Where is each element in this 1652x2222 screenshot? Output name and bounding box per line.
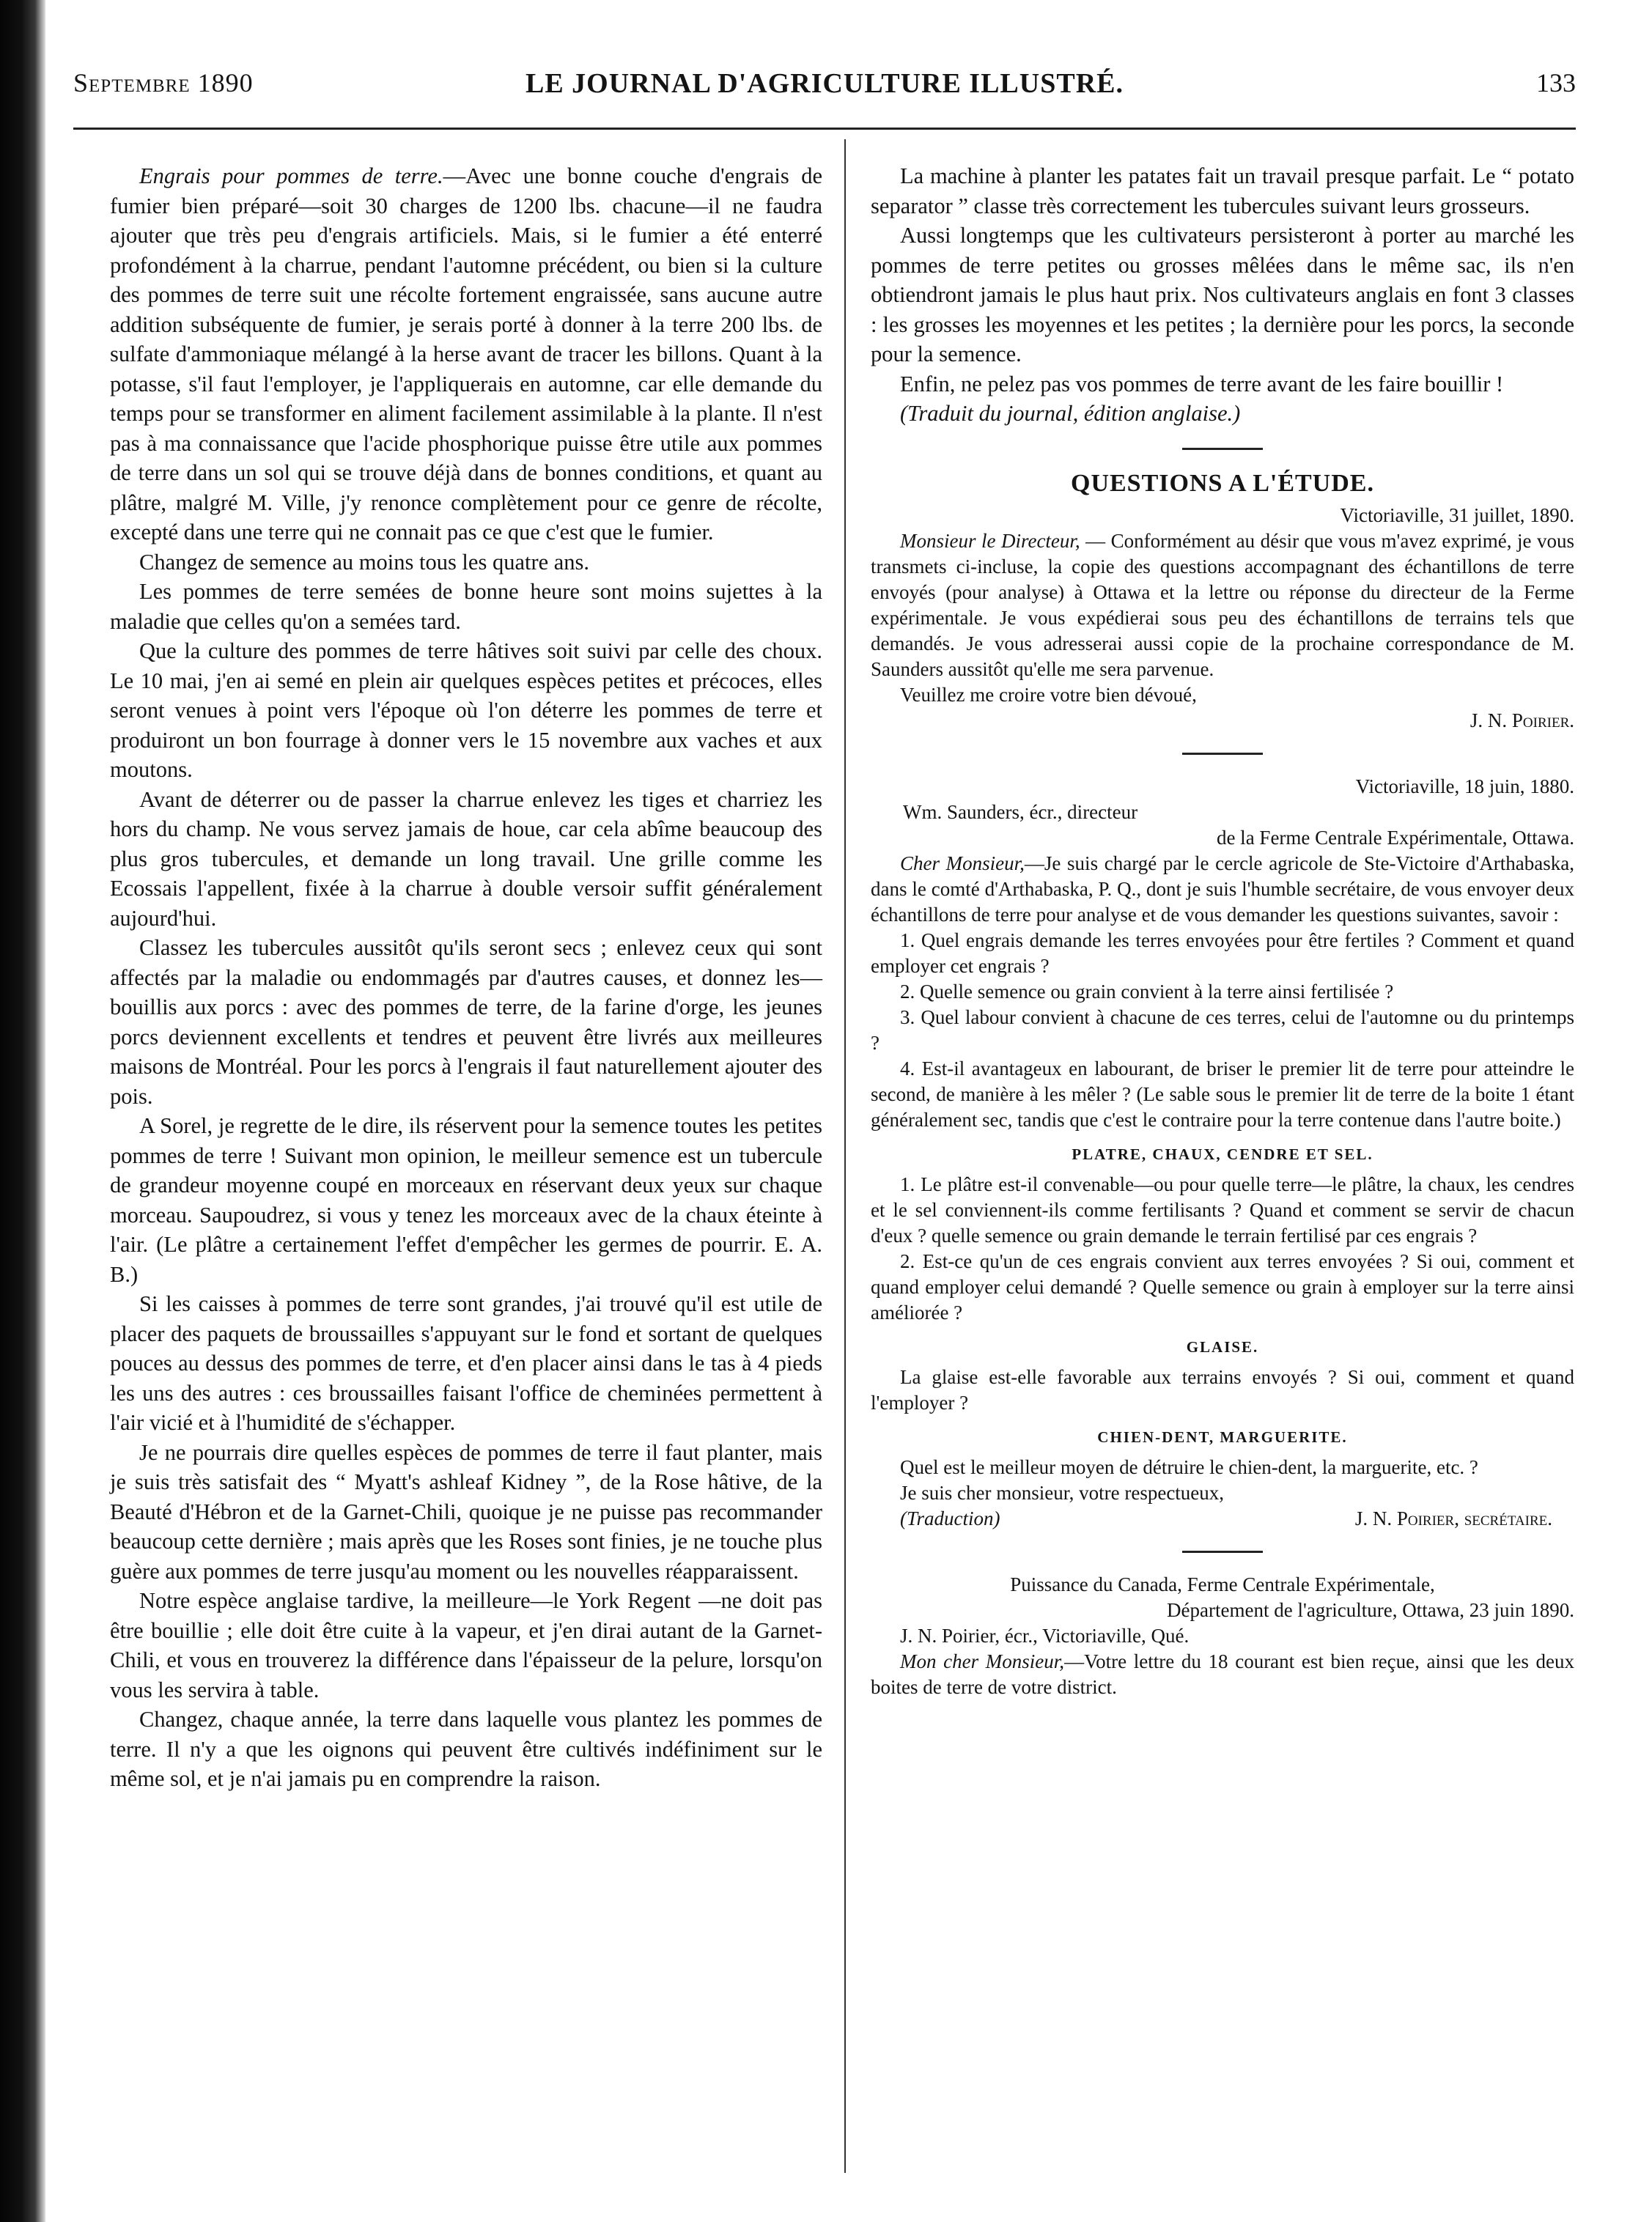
paragraph: Si les caisses à pommes de terre sont grandes, j'ai trouvé qu'il est utile de placer des paquets de broussailles s'appuyant sur le fond et sortant de quelques pouces au dessus des pommes de terre, et d'en placer ainsi dans le tas à 4 pieds les uns des autres : ces broussailles faisant l'office de cheminées permettent à l'air vicié et à l'humidité de s'échapper. xyxy=(110,1291,822,1435)
section-separator xyxy=(1182,448,1263,450)
page-number: 133 xyxy=(1536,68,1576,97)
paragraph-lead: Engrais pour pommes de terre. xyxy=(139,163,443,188)
letter-text: — Conformément au désir que vous m'avez exprimé, je vous transmets ci-incluse, la copie des questions accompagnant des échantillons de terre envoyés (pour analyse) à Ottawa et la lettre ou réponse du directeur de la Ferme expérimentale. Je vous expédierai sous peu des échantillons de terrains tels que demandés. Je vous adresserai aussi copie de la prochaine correspondance de M. Saunders aussitôt qu'elle me sera parvenue. xyxy=(871,530,1575,680)
paragraph: Changez de semence au moins tous les quatre ans. xyxy=(139,549,590,575)
paragraph-text: —Avec une bonne couche d'engrais de fumier bien préparé—soit 30 charges de 1200 lbs. chacune—il ne faudra ajouter que très peu d'engrais artificiels. Mais, si le fumier a été enterré profondément à la charrue, pendant l'automne précédent, ou bien si la culture des pommes de terre suit une récolte fortement engraissée, sans aucune autre addition subséquente de fumier, je serais porté à donner à la terre 200 lbs. de sulfate d'ammoniaque mélangé à la herse avant de tracer les billons. Quant à la potasse, s'il faut l'employer, je l'appliquerais en automne, car elle demande du temps pour se transformer en aliment facilement assimilable à la plante. Il n'est pas à ma connaissance que l'acide phosphorique puisse être utile aux pommes de terre dans un sol qui se trouve déjà dans de bonnes conditions, et quant au plâtre, malgré M. Ville, j'y renonce complètement pour ce genre de récolte, excepté dans une terre qui ne connait pas ce que c'est que le fumier. xyxy=(110,163,822,545)
letter-addressee: de la Ferme Centrale Expérimentale, Ottawa. xyxy=(1216,827,1574,849)
right-column xyxy=(871,161,1574,1700)
letter-salutation: Cher Monsieur, xyxy=(900,852,1025,874)
paragraph: Les pommes de terre semées de bonne heure sont moins sujettes à la maladie que celles qu'on a semées tard. xyxy=(110,579,822,634)
letter-body xyxy=(871,528,1574,682)
question-item: 1. Le plâtre est-il convenable—ou pour quelle terre—le plâtre, la chaux, les cendres et le sel conviennent-ils comme fertilisants ? Quand et comment se servir de chacun d'eux ? quelle semence ou grain demande le terrain fertilisé par ces engrais ? xyxy=(871,1173,1574,1247)
letter-closing: Veuillez me croire votre bien dévoué, xyxy=(900,684,1197,706)
letter-separator xyxy=(1182,753,1263,755)
letter-body xyxy=(871,851,1574,928)
letter-dateline: Victoriaville, 18 juin, 1880. xyxy=(1355,775,1574,797)
question-item: 2. Est-ce qu'un de ces engrais convient aux terres envoyées ? Si oui, comment et quand employer celui demandé ? Quelle semence ou grain à employer sur la terre ainsi améliorée ? xyxy=(871,1250,1574,1324)
letter-1 xyxy=(871,503,1574,734)
paragraph: A Sorel, je regrette de le dire, ils réservent pour la semence toutes les petites pommes de terre ! Suivant mon opinion, le meilleur semence est un tubercule de grandeur moyenne coupé en morceaux en réservant deux yeux sur chaque morceau. Saupoudrez, si vous y tenez les morceaux avec de la chaux éteinte à l'air. (Le plâtre a certainement l'effet d'empêcher les germes de pourrir. E. A. B.) xyxy=(110,1113,822,1287)
letter-addressee: Wm. Saunders, écr., directeur xyxy=(903,801,1138,823)
paragraph: Changez, chaque année, la terre dans laquelle vous plantez les pommes de terre. Il n'y a que les oignons qui peuvent être cultivés indéfiniment sur le même sol, et je n'ai jamais pu en comprendre la raison. xyxy=(110,1707,822,1791)
journal-title: LE JOURNAL D'AGRICULTURE ILLUSTRÉ. xyxy=(525,68,1124,99)
subheading-glaise: GLAISE. xyxy=(1186,1338,1259,1356)
letter-header: Département de l'agriculture, Ottawa, 23 juin 1890. xyxy=(1167,1599,1574,1621)
question-item: La glaise est-elle favorable aux terrains envoyés ? Si oui, comment et quand l'employer ? xyxy=(871,1366,1574,1414)
letter-text: —Je suis chargé par le cercle agricole de Ste-Victoire d'Arthabaska, dans le comté d'Arthabaska, P. Q., dont je suis l'humble secrétaire, de vous envoyer deux échantillons de terre pour analyse et de vous demander les questions suivantes, savoir : xyxy=(871,852,1574,926)
paragraph: Notre espèce anglaise tardive, la meilleure—le York Regent —ne doit pas être bouillie ; elle doit être cuite à la vapeur, et j'en dirai autant de la Garnet-Chili, et vous en trouverez la différence dans l'épaisseur de la pelure, lorsqu'on vous les servira à table. xyxy=(110,1588,822,1702)
letter-separator xyxy=(1182,1551,1263,1553)
running-head xyxy=(73,67,1576,111)
section-heading: QUESTIONS A L'ÉTUDE. xyxy=(1071,469,1374,497)
letter-header: Puissance du Canada, Ferme Centrale Expérimentale, xyxy=(1010,1573,1435,1595)
subheading-chiendent: CHIEN-DENT, MARGUERITE. xyxy=(1097,1428,1348,1446)
letter-salutation: Monsieur le Directeur, xyxy=(900,530,1080,552)
question-item: 3. Quel labour convient à chacune de ces terres, celui de l'automne ou du printemps ? xyxy=(871,1006,1574,1054)
header-date: Septembre 1890 xyxy=(73,68,254,97)
letter-signature: J. N. Poirier. xyxy=(1470,709,1574,731)
page-binding-edge xyxy=(0,0,45,2222)
paragraph: Avant de déterrer ou de passer la charrue enlevez les tiges et charriez les hors du champ. Ne vous servez jamais de houe, car cela abîme beaucoup des plus gros tubercules, et demande un long travail. Une grille comme les Ecossais l'appellent, fixée à la charrue à double versoir suffit généralement aujourd'hui. xyxy=(110,786,822,931)
question-item: 2. Quelle semence ou grain convient à la terre ainsi fertilisée ? xyxy=(900,981,1394,1003)
paragraph: Enfin, ne pelez pas vos pommes de terre avant de les faire bouillir ! xyxy=(900,371,1504,396)
question-item: 1. Quel engrais demande les terres envoyées pour être fertiles ? Comment et quand employer cet engrais ? xyxy=(871,929,1574,977)
translation-note: (Traduit du journal, édition anglaise.) xyxy=(900,401,1241,426)
traduction-note: (Traduction) xyxy=(900,1507,1000,1529)
letter-3 xyxy=(871,1572,1574,1700)
subheading-platre: PLATRE, CHAUX, CENDRE ET SEL. xyxy=(1072,1145,1373,1163)
letter-signature: J. N. Poirier, secrétaire. xyxy=(1354,1507,1552,1529)
letter-addressee: J. N. Poirier, écr., Victoriaville, Qué. xyxy=(900,1625,1190,1647)
paragraph: La machine à planter les patates fait un travail presque parfait. Le “ potato separator ” classe très correctement les tubercules suivant leurs grosseurs. xyxy=(871,163,1574,218)
left-column xyxy=(110,161,822,1794)
column-divider xyxy=(844,139,846,2173)
header-rule xyxy=(73,128,1576,130)
letter-signoff xyxy=(871,1506,1574,1532)
question-item: 4. Est-il avantageux en labourant, de briser le premier lit de terre pour atteindre le second, de manière à les mêler ? (Le sable sous le premier lit de terre de la boite 1 étant généralement sec, tandis que c'est le contraire pour la terre contenue dans l'autre boite.) xyxy=(871,1058,1574,1131)
paragraph-engrais xyxy=(110,161,822,547)
question-item: Quel est le meilleur moyen de détruire le chien-dent, la marguerite, etc. ? xyxy=(900,1456,1478,1478)
letter-text: —Votre lettre du 18 courant est bien reçue, ainsi que les deux boites de terre de votre district. xyxy=(871,1650,1574,1698)
letter-salutation: Mon cher Monsieur, xyxy=(900,1650,1065,1672)
paragraph: Classez les tubercules aussitôt qu'ils seront secs ; enlevez ceux qui sont affectés par la maladie ou endommagés par d'autres causes, et donnez les—bouillis aux porcs : avec des pommes de terre, de la farine d'orge, les jeunes porcs deviennent excellents et tendres et peuvent être livrés aux meilleures maisons de Montréal. Pour les porcs à l'engrais il faut naturellement ajouter des pois. xyxy=(110,935,822,1109)
letter-2 xyxy=(871,774,1574,1532)
paragraph: Que la culture des pommes de terre hâtives soit suivi par celle des choux. Le 10 mai, j'en ai semé en plein air quelques espèces petites et précoces, elles seront venues à point vers l'époque où l'on déterre les pommes de terre et produiront un bon fourrage à donner vers le 15 novembre aux vaches et aux moutons. xyxy=(110,638,822,782)
letter-body xyxy=(871,1649,1574,1700)
paragraph: Aussi longtemps que les cultivateurs persisteront à porter au marché les pommes de terre petites ou grosses mêlées dans le même sac, ils n'en obtiendront jamais le plus haut prix. Nos cultivateurs anglais en font 3 classes : les grosses les moyennes et les petites ; la dernière pour les porcs, la seconde pour la semence. xyxy=(871,223,1574,366)
letter-dateline: Victoriaville, 31 juillet, 1890. xyxy=(1340,504,1574,526)
letter-closing: Je suis cher monsieur, votre respectueux, xyxy=(900,1482,1225,1504)
paragraph: Je ne pourrais dire quelles espèces de pommes de terre il faut planter, mais je suis très satisfait des “ Myatt's ashleaf Kidney ”, de la Rose hâtive, de la Beauté d'Hébron et de la Garnet-Chili, quoique je ne puisse pas recommander beaucoup cette dernière ; mais après que les Roses sont finies, je ne touche plus guère aux pommes de terre jusqu'au moment ou les nouvelles réapparaissent. xyxy=(110,1439,822,1584)
